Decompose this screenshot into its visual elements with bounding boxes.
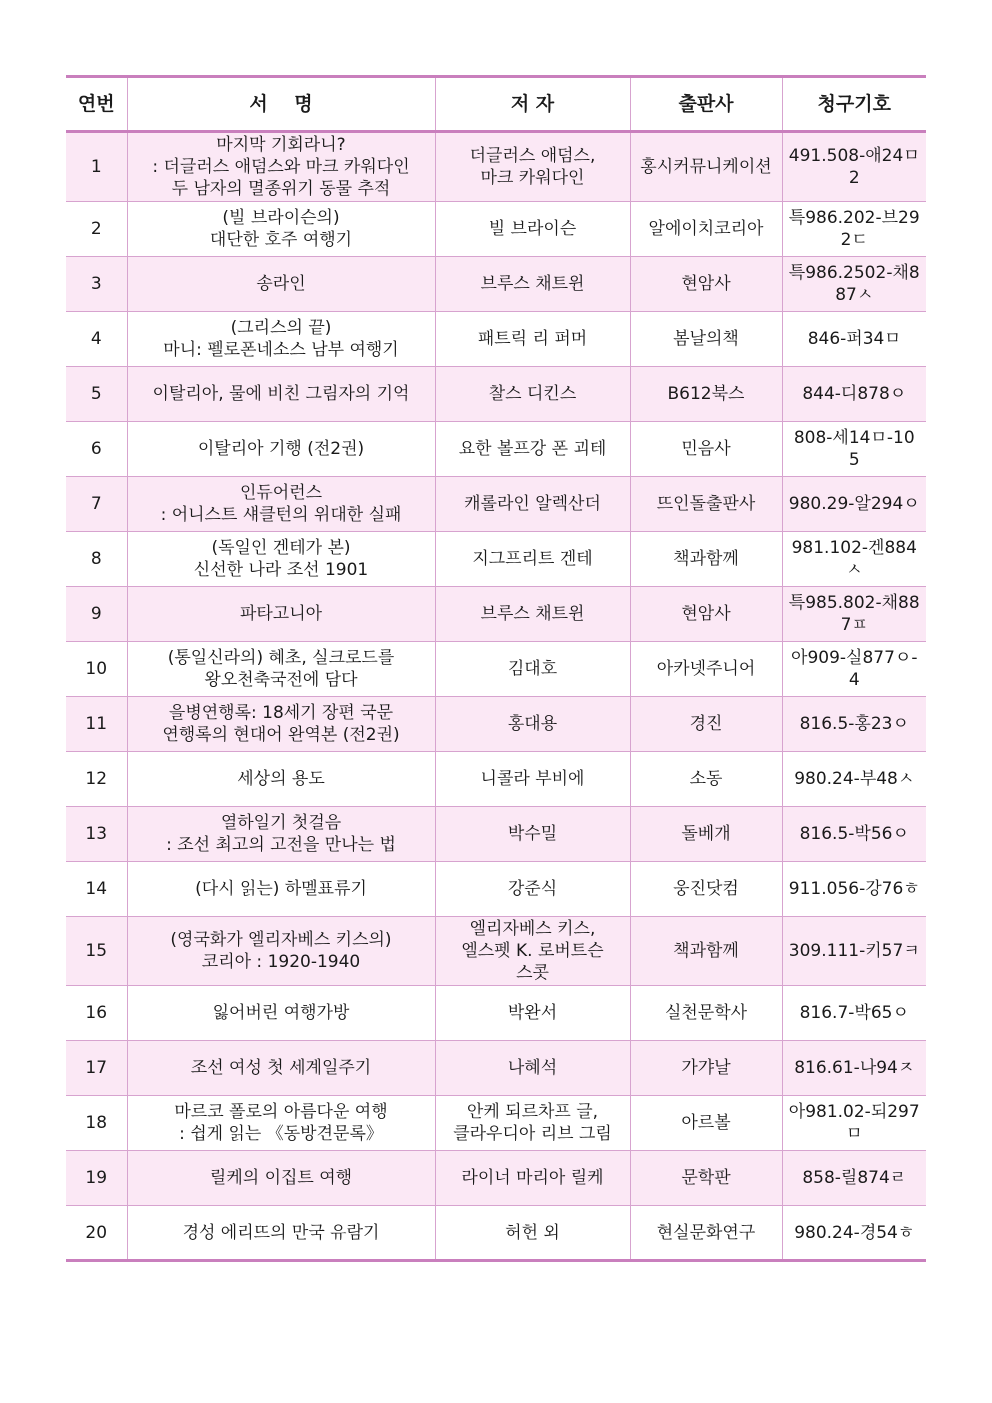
table-row [66, 1151, 926, 1206]
cell-author: 요한 볼프강 폰 괴테 [435, 422, 630, 477]
table-row [66, 532, 926, 587]
cell-title: 경성 에리뜨의 만국 유람기 [127, 1206, 435, 1261]
table-row [66, 1041, 926, 1096]
cell-call-number: 980.24-부48ㅅ [782, 752, 926, 807]
cell-no: 6 [66, 422, 127, 477]
cell-title: (영국화가 엘리자베스 키스의) 코리아 : 1920-1940 [127, 917, 435, 986]
cell-call-number: 816.5-박56ㅇ [782, 807, 926, 862]
cell-author: 강준식 [435, 862, 630, 917]
cell-title: (빌 브라이슨의) 대단한 호주 여행기 [127, 202, 435, 257]
cell-publisher: 문학판 [630, 1151, 782, 1206]
cell-call-number: 816.7-박65ㅇ [782, 986, 926, 1041]
cell-no: 10 [66, 642, 127, 697]
cell-call-number: 816.5-홍23ㅇ [782, 697, 926, 752]
cell-author: 찰스 디킨스 [435, 367, 630, 422]
cell-title: 릴케의 이집트 여행 [127, 1151, 435, 1206]
cell-call-number: 980.24-경54ㅎ [782, 1206, 926, 1261]
cell-author: 김대호 [435, 642, 630, 697]
cell-no: 13 [66, 807, 127, 862]
cell-author: 허헌 외 [435, 1206, 630, 1261]
table-row [66, 862, 926, 917]
cell-publisher: 돌베개 [630, 807, 782, 862]
cell-author: 홍대용 [435, 697, 630, 752]
cell-publisher: 경진 [630, 697, 782, 752]
table-row [66, 917, 926, 986]
cell-title: 파타고니아 [127, 587, 435, 642]
table-row [66, 697, 926, 752]
cell-author: 니콜라 부비에 [435, 752, 630, 807]
cell-publisher: 책과함께 [630, 532, 782, 587]
cell-title: 마르코 폴로의 아름다운 여행 : 쉽게 읽는 《동방견문록》 [127, 1096, 435, 1151]
cell-title: 이탈리아 기행 (전2권) [127, 422, 435, 477]
table-row [66, 986, 926, 1041]
header-author: 저 자 [435, 77, 630, 132]
table-row [66, 367, 926, 422]
table-body [66, 132, 926, 1261]
cell-title: (그리스의 끝) 마니: 펠로폰네소스 남부 여행기 [127, 312, 435, 367]
cell-no: 15 [66, 917, 127, 986]
cell-no: 18 [66, 1096, 127, 1151]
cell-publisher: 홍시커뮤니케이션 [630, 132, 782, 202]
cell-title: (통일신라의) 혜초, 실크로드를 왕오천축국전에 담다 [127, 642, 435, 697]
cell-title: 열하일기 첫걸음 : 조선 최고의 고전을 만나는 법 [127, 807, 435, 862]
cell-call-number: 특986.2502-채887ㅅ [782, 257, 926, 312]
cell-call-number: 309.111-키57ㅋ [782, 917, 926, 986]
cell-call-number: 491.508-애24ㅁ2 [782, 132, 926, 202]
cell-call-number: 808-세14ㅁ-105 [782, 422, 926, 477]
cell-call-number: 아981.02-되297ㅁ [782, 1096, 926, 1151]
cell-call-number: 858-릴874ㄹ [782, 1151, 926, 1206]
cell-no: 2 [66, 202, 127, 257]
table-row [66, 422, 926, 477]
table-row [66, 312, 926, 367]
table-row [66, 132, 926, 202]
cell-no: 14 [66, 862, 127, 917]
cell-publisher: 뜨인돌출판사 [630, 477, 782, 532]
book-list-table [66, 75, 926, 1262]
cell-call-number: 특986.202-브292ㄷ [782, 202, 926, 257]
cell-call-number: 아909-실877ㅇ-4 [782, 642, 926, 697]
table-row [66, 1206, 926, 1261]
cell-author: 지그프리트 겐테 [435, 532, 630, 587]
cell-title: (독일인 겐테가 본) 신선한 나라 조선 1901 [127, 532, 435, 587]
cell-no: 20 [66, 1206, 127, 1261]
table-row [66, 257, 926, 312]
cell-no: 9 [66, 587, 127, 642]
cell-publisher: 아르볼 [630, 1096, 782, 1151]
cell-publisher: 알에이치코리아 [630, 202, 782, 257]
table-header-row [66, 77, 926, 132]
cell-no: 5 [66, 367, 127, 422]
cell-author: 패트릭 리 퍼머 [435, 312, 630, 367]
cell-author: 안케 되르차프 글, 클라우디아 리브 그림 [435, 1096, 630, 1151]
table-row [66, 752, 926, 807]
cell-no: 17 [66, 1041, 127, 1096]
cell-title: 세상의 용도 [127, 752, 435, 807]
cell-publisher: 현실문화연구 [630, 1206, 782, 1261]
cell-title: 송라인 [127, 257, 435, 312]
table-row [66, 477, 926, 532]
cell-publisher: 웅진닷컴 [630, 862, 782, 917]
cell-no: 11 [66, 697, 127, 752]
table-row [66, 642, 926, 697]
cell-no: 8 [66, 532, 127, 587]
cell-author: 박수밀 [435, 807, 630, 862]
cell-title: 을병연행록: 18세기 장편 국문 연행록의 현대어 완역본 (전2권) [127, 697, 435, 752]
cell-publisher: 현암사 [630, 587, 782, 642]
cell-call-number: 846-퍼34ㅁ [782, 312, 926, 367]
cell-call-number: 844-디878ㅇ [782, 367, 926, 422]
book-list-sheet [66, 75, 926, 1262]
cell-author: 라이너 마리아 릴케 [435, 1151, 630, 1206]
table-row [66, 807, 926, 862]
table-row [66, 1096, 926, 1151]
cell-call-number: 980.29-알294ㅇ [782, 477, 926, 532]
cell-publisher: B612북스 [630, 367, 782, 422]
header-title: 서 명 [127, 77, 435, 132]
cell-no: 12 [66, 752, 127, 807]
header-no: 연번 [66, 77, 127, 132]
cell-title: 인듀어런스 : 어니스트 섀클턴의 위대한 실패 [127, 477, 435, 532]
cell-call-number: 816.61-나94ㅈ [782, 1041, 926, 1096]
header-publisher: 출판사 [630, 77, 782, 132]
cell-no: 1 [66, 132, 127, 202]
cell-author: 캐롤라인 알렉산더 [435, 477, 630, 532]
cell-call-number: 특985.802-채887ㅍ [782, 587, 926, 642]
cell-author: 브루스 채트윈 [435, 587, 630, 642]
cell-no: 19 [66, 1151, 127, 1206]
cell-publisher: 소동 [630, 752, 782, 807]
cell-publisher: 아카넷주니어 [630, 642, 782, 697]
cell-author: 더글러스 애덤스, 마크 카워다인 [435, 132, 630, 202]
cell-author: 박완서 [435, 986, 630, 1041]
cell-publisher: 민음사 [630, 422, 782, 477]
cell-publisher: 실천문학사 [630, 986, 782, 1041]
cell-author: 엘리자베스 키스, 엘스펫 K. 로버트슨 스콧 [435, 917, 630, 986]
cell-title: 잃어버린 여행가방 [127, 986, 435, 1041]
cell-author: 빌 브라이슨 [435, 202, 630, 257]
cell-publisher: 책과함께 [630, 917, 782, 986]
cell-no: 4 [66, 312, 127, 367]
cell-no: 7 [66, 477, 127, 532]
cell-author: 브루스 채트윈 [435, 257, 630, 312]
cell-title: 마지막 기회라니? : 더글러스 애덤스와 마크 카워다인 두 남자의 멸종위기 동물 추적 [127, 132, 435, 202]
cell-publisher: 현암사 [630, 257, 782, 312]
table-row [66, 587, 926, 642]
cell-publisher: 봄날의책 [630, 312, 782, 367]
cell-title: 이탈리아, 물에 비친 그림자의 기억 [127, 367, 435, 422]
cell-no: 16 [66, 986, 127, 1041]
header-call-number: 청구기호 [782, 77, 926, 132]
cell-publisher: 가갸날 [630, 1041, 782, 1096]
cell-call-number: 911.056-강76ㅎ [782, 862, 926, 917]
cell-no: 3 [66, 257, 127, 312]
cell-call-number: 981.102-겐884ㅅ [782, 532, 926, 587]
cell-title: 조선 여성 첫 세계일주기 [127, 1041, 435, 1096]
table-row [66, 202, 926, 257]
cell-author: 나혜석 [435, 1041, 630, 1096]
cell-title: (다시 읽는) 하멜표류기 [127, 862, 435, 917]
